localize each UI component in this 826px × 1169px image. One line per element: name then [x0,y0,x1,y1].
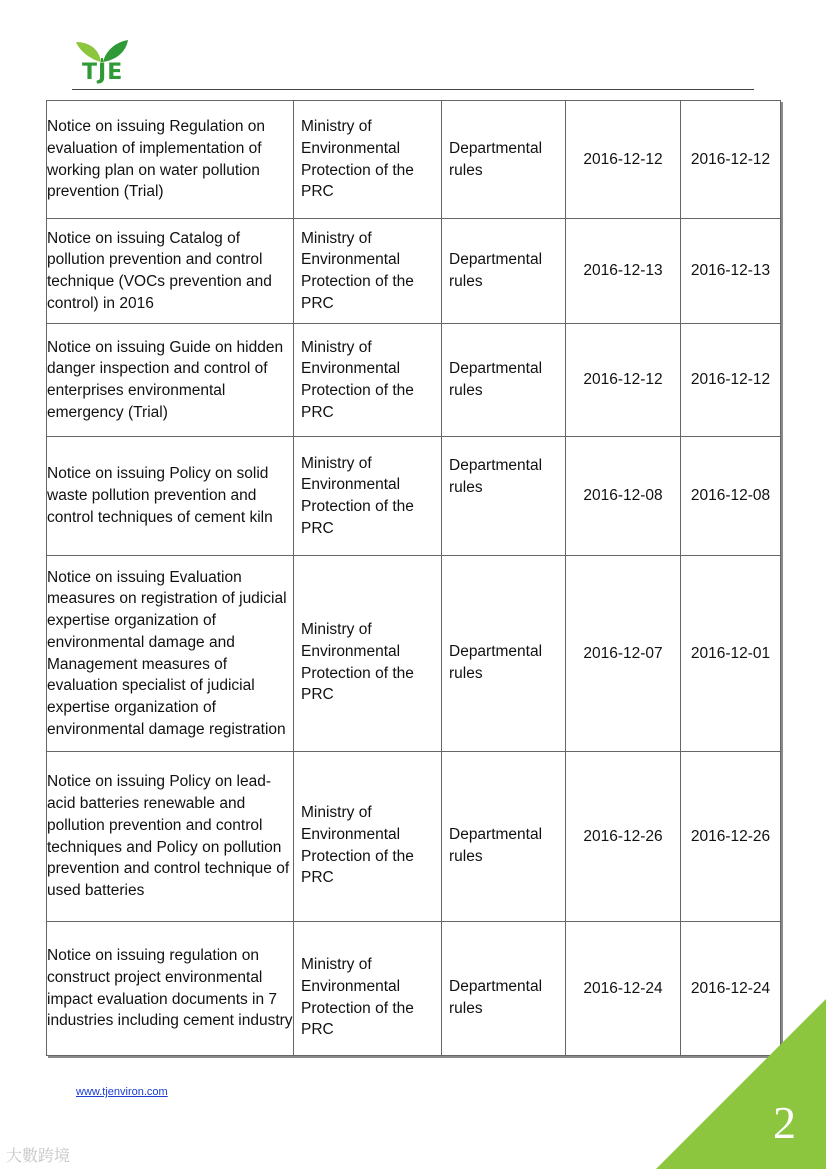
notice-title: Notice on issuing Policy on solid waste pollution prevention and control techniques of cement kiln [47,437,294,556]
notice-title: Notice on issuing regulation on construct project environmental impact evaluation documents in 7 industries including cement industry [47,922,294,1056]
regulations-table [46,100,781,1056]
issuing-authority: Ministry of Environmental Protection of the PRC [294,437,442,556]
effective-date: 2016-12-08 [681,437,781,556]
table-row [47,556,781,752]
page-number: 2 [773,1097,796,1148]
issue-date: 2016-12-07 [566,556,681,752]
table-row [47,752,781,922]
issuing-authority: Ministry of Environmental Protection of the PRC [294,922,442,1056]
effective-date: 2016-12-12 [681,324,781,437]
green-corner-triangle [656,999,826,1169]
notice-title: Notice on issuing Policy on lead-acid batteries renewable and pollution prevention and control techniques and Policy on pollution prevention and control technique of used batteries [47,752,294,922]
table-row [47,437,781,556]
document-type: Departmental rules [442,324,566,437]
effective-date: 2016-12-26 [681,752,781,922]
issue-date: 2016-12-24 [566,922,681,1056]
issue-date: 2016-12-12 [566,324,681,437]
document-type: Departmental rules [442,437,566,556]
watermark-text: 大數跨境 [6,1148,71,1165]
issuing-authority: Ministry of Environmental Protection of the PRC [294,324,442,437]
document-type: Departmental rules [442,219,566,324]
header-divider [72,89,754,90]
document-type: Departmental rules [442,922,566,1056]
issue-date: 2016-12-12 [566,101,681,219]
issuing-authority: Ministry of Environmental Protection of the PRC [294,752,442,922]
issue-date: 2016-12-08 [566,437,681,556]
issue-date: 2016-12-26 [566,752,681,922]
notice-title: Notice on issuing Catalog of pollution prevention and control technique (VOCs prevention and control) in 2016 [47,219,294,324]
notice-title: Notice on issuing Evaluation measures on registration of judicial expertise organization of environmental damage and Management measures of evaluation specialist of judicial expertise organization of environmental damage registration [47,556,294,752]
table-row [47,219,781,324]
table-row [47,324,781,437]
issuing-authority: Ministry of Environmental Protection of the PRC [294,101,442,219]
website-link[interactable]: www.tjenviron.com [76,1086,168,1098]
notice-title: Notice on issuing Guide on hidden danger inspection and control of enterprises environmental emergency (Trial) [47,324,294,437]
table-row [47,101,781,219]
logo-text: TJE [82,60,124,85]
issuing-authority: Ministry of Environmental Protection of the PRC [294,219,442,324]
document-type: Departmental rules [442,752,566,922]
notice-title: Notice on issuing Regulation on evaluation of implementation of working plan on water pollution prevention (Trial) [47,101,294,219]
effective-date: 2016-12-13 [681,219,781,324]
issuing-authority: Ministry of Environmental Protection of the PRC [294,556,442,752]
document-type: Departmental rules [442,556,566,752]
effective-date: 2016-12-12 [681,101,781,219]
effective-date: 2016-12-01 [681,556,781,752]
issue-date: 2016-12-13 [566,219,681,324]
effective-date: 2016-12-24 [681,922,781,1056]
document-type: Departmental rules [442,101,566,219]
